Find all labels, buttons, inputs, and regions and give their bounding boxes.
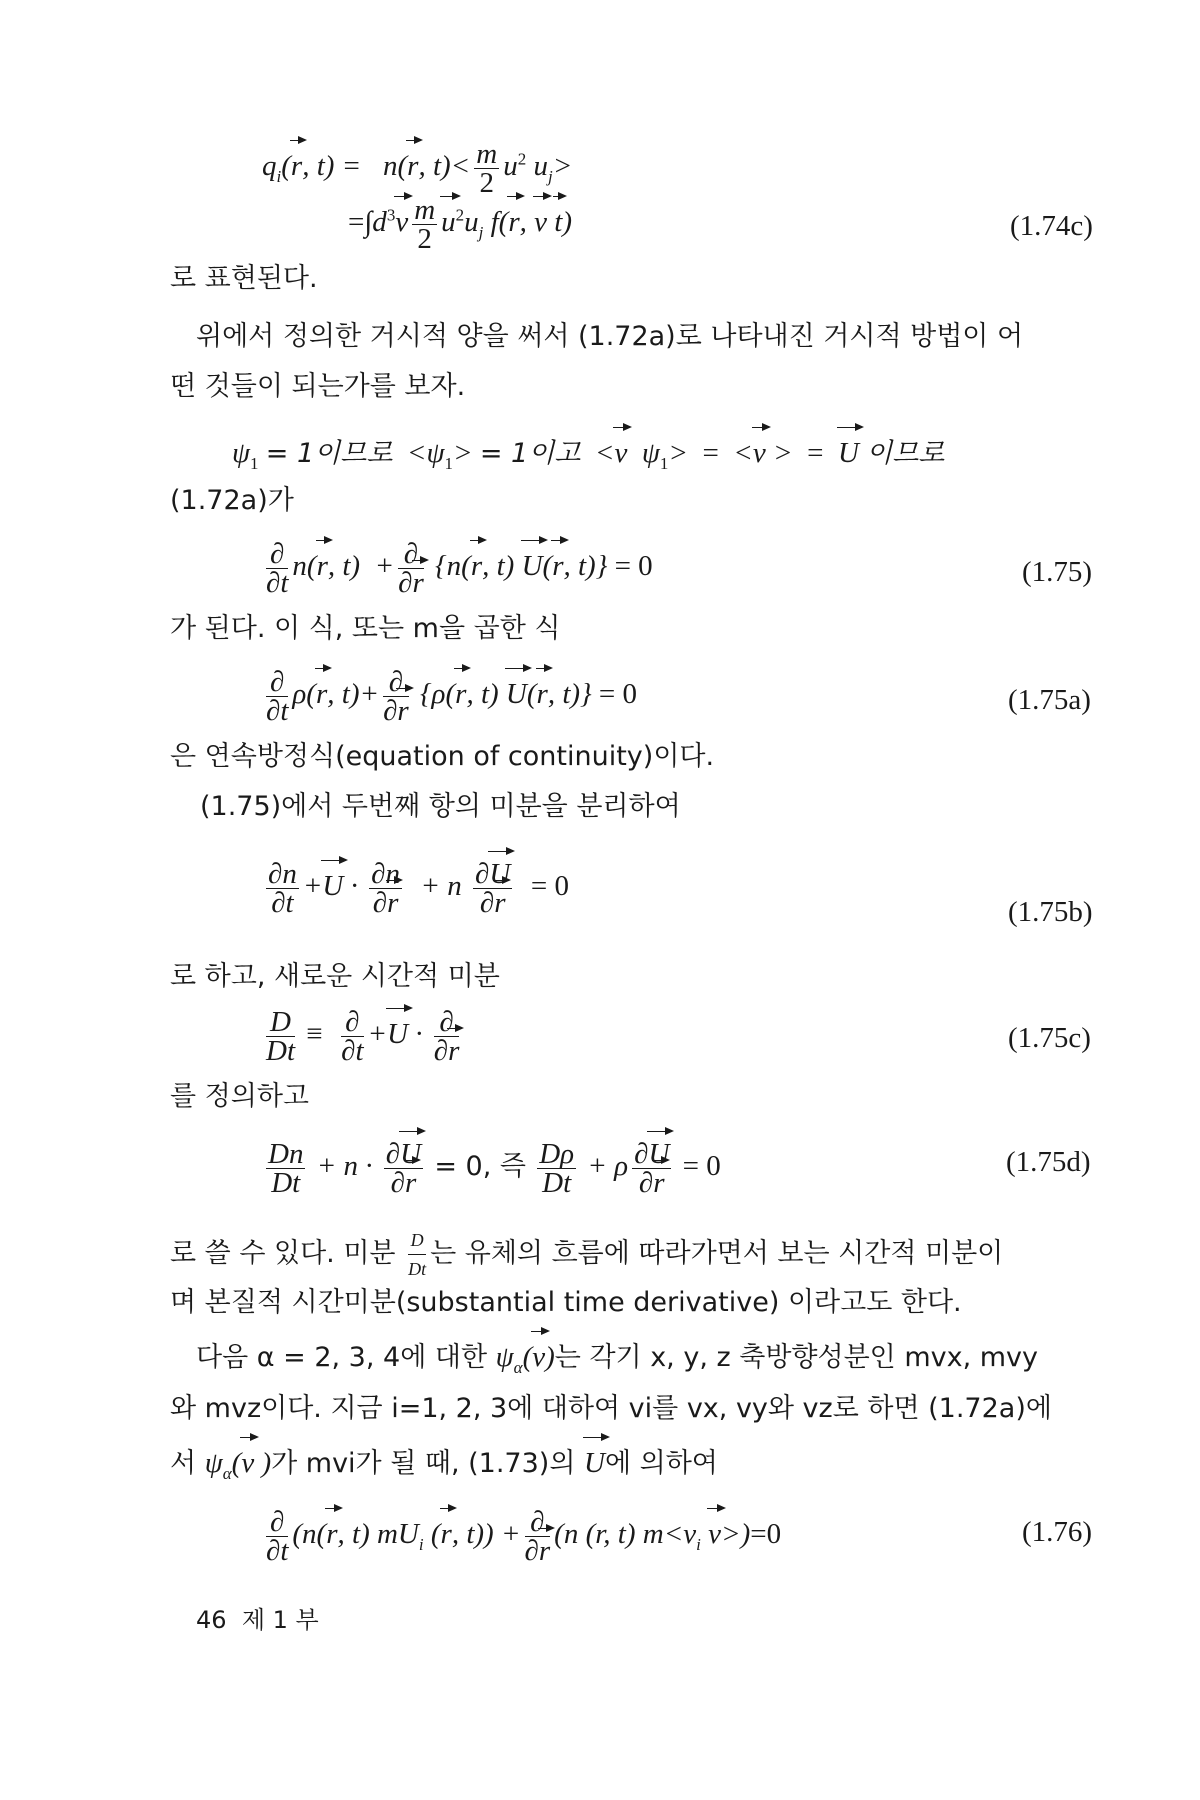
text-line-9: 로 쓸 수 있다. 미분 $\frac{D}{Dt}$ 는 유체의 흐름에 따라가면서 보는 시간적 미분이 (170, 1226, 1003, 1283)
text-line-11: 다음 α = 2, 3, 4에 대한 $\psi_\alpha(v)$는 각기 x, y, z 축방향성분인 mvx, mvy (196, 1341, 1039, 1377)
equation-174c-line2: $=\int d^3v$ $\frac{m}{2}$ $u^2u_j$ f(r, v t) (348, 194, 572, 255)
text-line-9b: 는 유체의 흐름에 따라가면서 보는 시간적 미분이 (430, 1238, 1004, 1269)
text-line-12: 와 mvz이다. 지금 i=1, 2, 3에 대하여 vi를 vx, vy와 vz로 하면 (1.72a)에 (170, 1393, 1052, 1424)
text-line-9a: 로 쓸 수 있다. 미분 (170, 1238, 396, 1269)
text-line-7: 로 하고, 새로운 시간적 미분 (170, 961, 500, 992)
psi-line-text1: = 1이므로 (265, 438, 393, 469)
equation-175b: $\frac{\partial n}{\partial t}$ +U · $\frac{\partial n}{\partial r}$ + n $\frac{\partial U}{\partial r}$ = 0 (268, 858, 569, 919)
equation-number-175b: (1.75b) (1008, 896, 1093, 928)
text-line-2a: 위에서 정의한 거시적 양을 써서 (1.72a)로 나타내진 거시적 방법이 어 (196, 321, 1024, 352)
text-line-11a: 다음 α = 2, 3, 4에 대한 (196, 1342, 488, 1373)
psi-line-text3: 이므로 (866, 438, 945, 469)
text-line-5: 은 연속방정식(equation of continuity)이다. (170, 741, 715, 772)
text-line-4: 가 된다. 이 식, 또는 m을 곱한 식 (170, 613, 561, 644)
text-line-13: 서 $\psi_\alpha(v$ )가 mvi가 될 때, (1.73)의 U에 의하여 (170, 1447, 718, 1483)
text-line-11b: 는 각기 x, y, z 축방향성분인 mvx, mvy (554, 1342, 1039, 1373)
text-line-2b: 떤 것들이 되는가를 보자. (170, 371, 466, 402)
equation-number-175d: (1.75d) (1006, 1146, 1091, 1178)
text-line-10: 며 본질적 시간미분(substantial time derivative) 이라고도 한다. (170, 1287, 962, 1318)
equation-175c: $\frac{D}{Dt}$ ≡ $\frac{\partial}{\partial t}$ +U · $\frac{\partial}{\partial r}$ (266, 1006, 460, 1067)
equation-175a: $\frac{\partial}{\partial t}$ ρ(r, t)+ $\frac{\partial}{\partial r}$ {ρ(r, t) U(r, t)} = 0 (266, 666, 637, 727)
equation-175d: $\frac{Dn}{Dt}$ + n · $\frac{\partial U}{\partial r}$ = 0, 즉 $\frac{D\rho}{Dt}$ + ρ $\frac{\partial U}{\partial r}$ = 0 (268, 1138, 721, 1199)
equation-175d-text: = 0, 즉 (434, 1151, 526, 1183)
part-label: 제 1 부 (241, 1606, 319, 1634)
text-line-8: 를 정의하고 (170, 1081, 309, 1112)
text-line-3b: (1.72a)가 (170, 485, 294, 516)
text-line-6: (1.75)에서 두번째 항의 미분을 분리하여 (200, 791, 681, 822)
psi-line-text2: = 1이고 (479, 438, 581, 469)
text-line-13a: 서 (170, 1448, 197, 1479)
equation-number-175: (1.75) (1022, 556, 1093, 588)
equation-number-174c: (1.74c) (1010, 210, 1093, 242)
equation-176: $\frac{\partial}{\partial t}$ (n(r, t) $mU_i$ (r, t)) + $\frac{\partial}{\partial r}$ (n (r, t) $m<v_i$ v>)=0 (266, 1506, 782, 1567)
text-line-13b: 가 mvi가 될 때, (1.73)의 (271, 1448, 576, 1479)
equation-number-175c: (1.75c) (1008, 1022, 1091, 1054)
equation-number-175a: (1.75a) (1008, 684, 1091, 716)
text-line-13c: 에 의하여 (604, 1448, 718, 1479)
equation-175: $\frac{\partial}{\partial t}$ n(r, t) + $\frac{\partial}{\partial r}$ {n(r, t) U(r, t)} = 0 (266, 538, 653, 599)
page-number: 46 (196, 1606, 227, 1634)
psi-line: $\psi_1 = 1$이므로 $<\psi_1> = 1$이고 <v $\psi_1> = <v$ > = U 이므로 (232, 437, 945, 473)
page-footer (196, 1600, 319, 1635)
equation-number-176: (1.76) (1022, 1516, 1093, 1548)
equation-174c-line1: $q_i(r$, t) = n(r, t)< $\frac{m}{2}$ $u^2$ $u_j>$ (262, 138, 573, 199)
text-line-1: 로 표현된다. (170, 263, 318, 294)
